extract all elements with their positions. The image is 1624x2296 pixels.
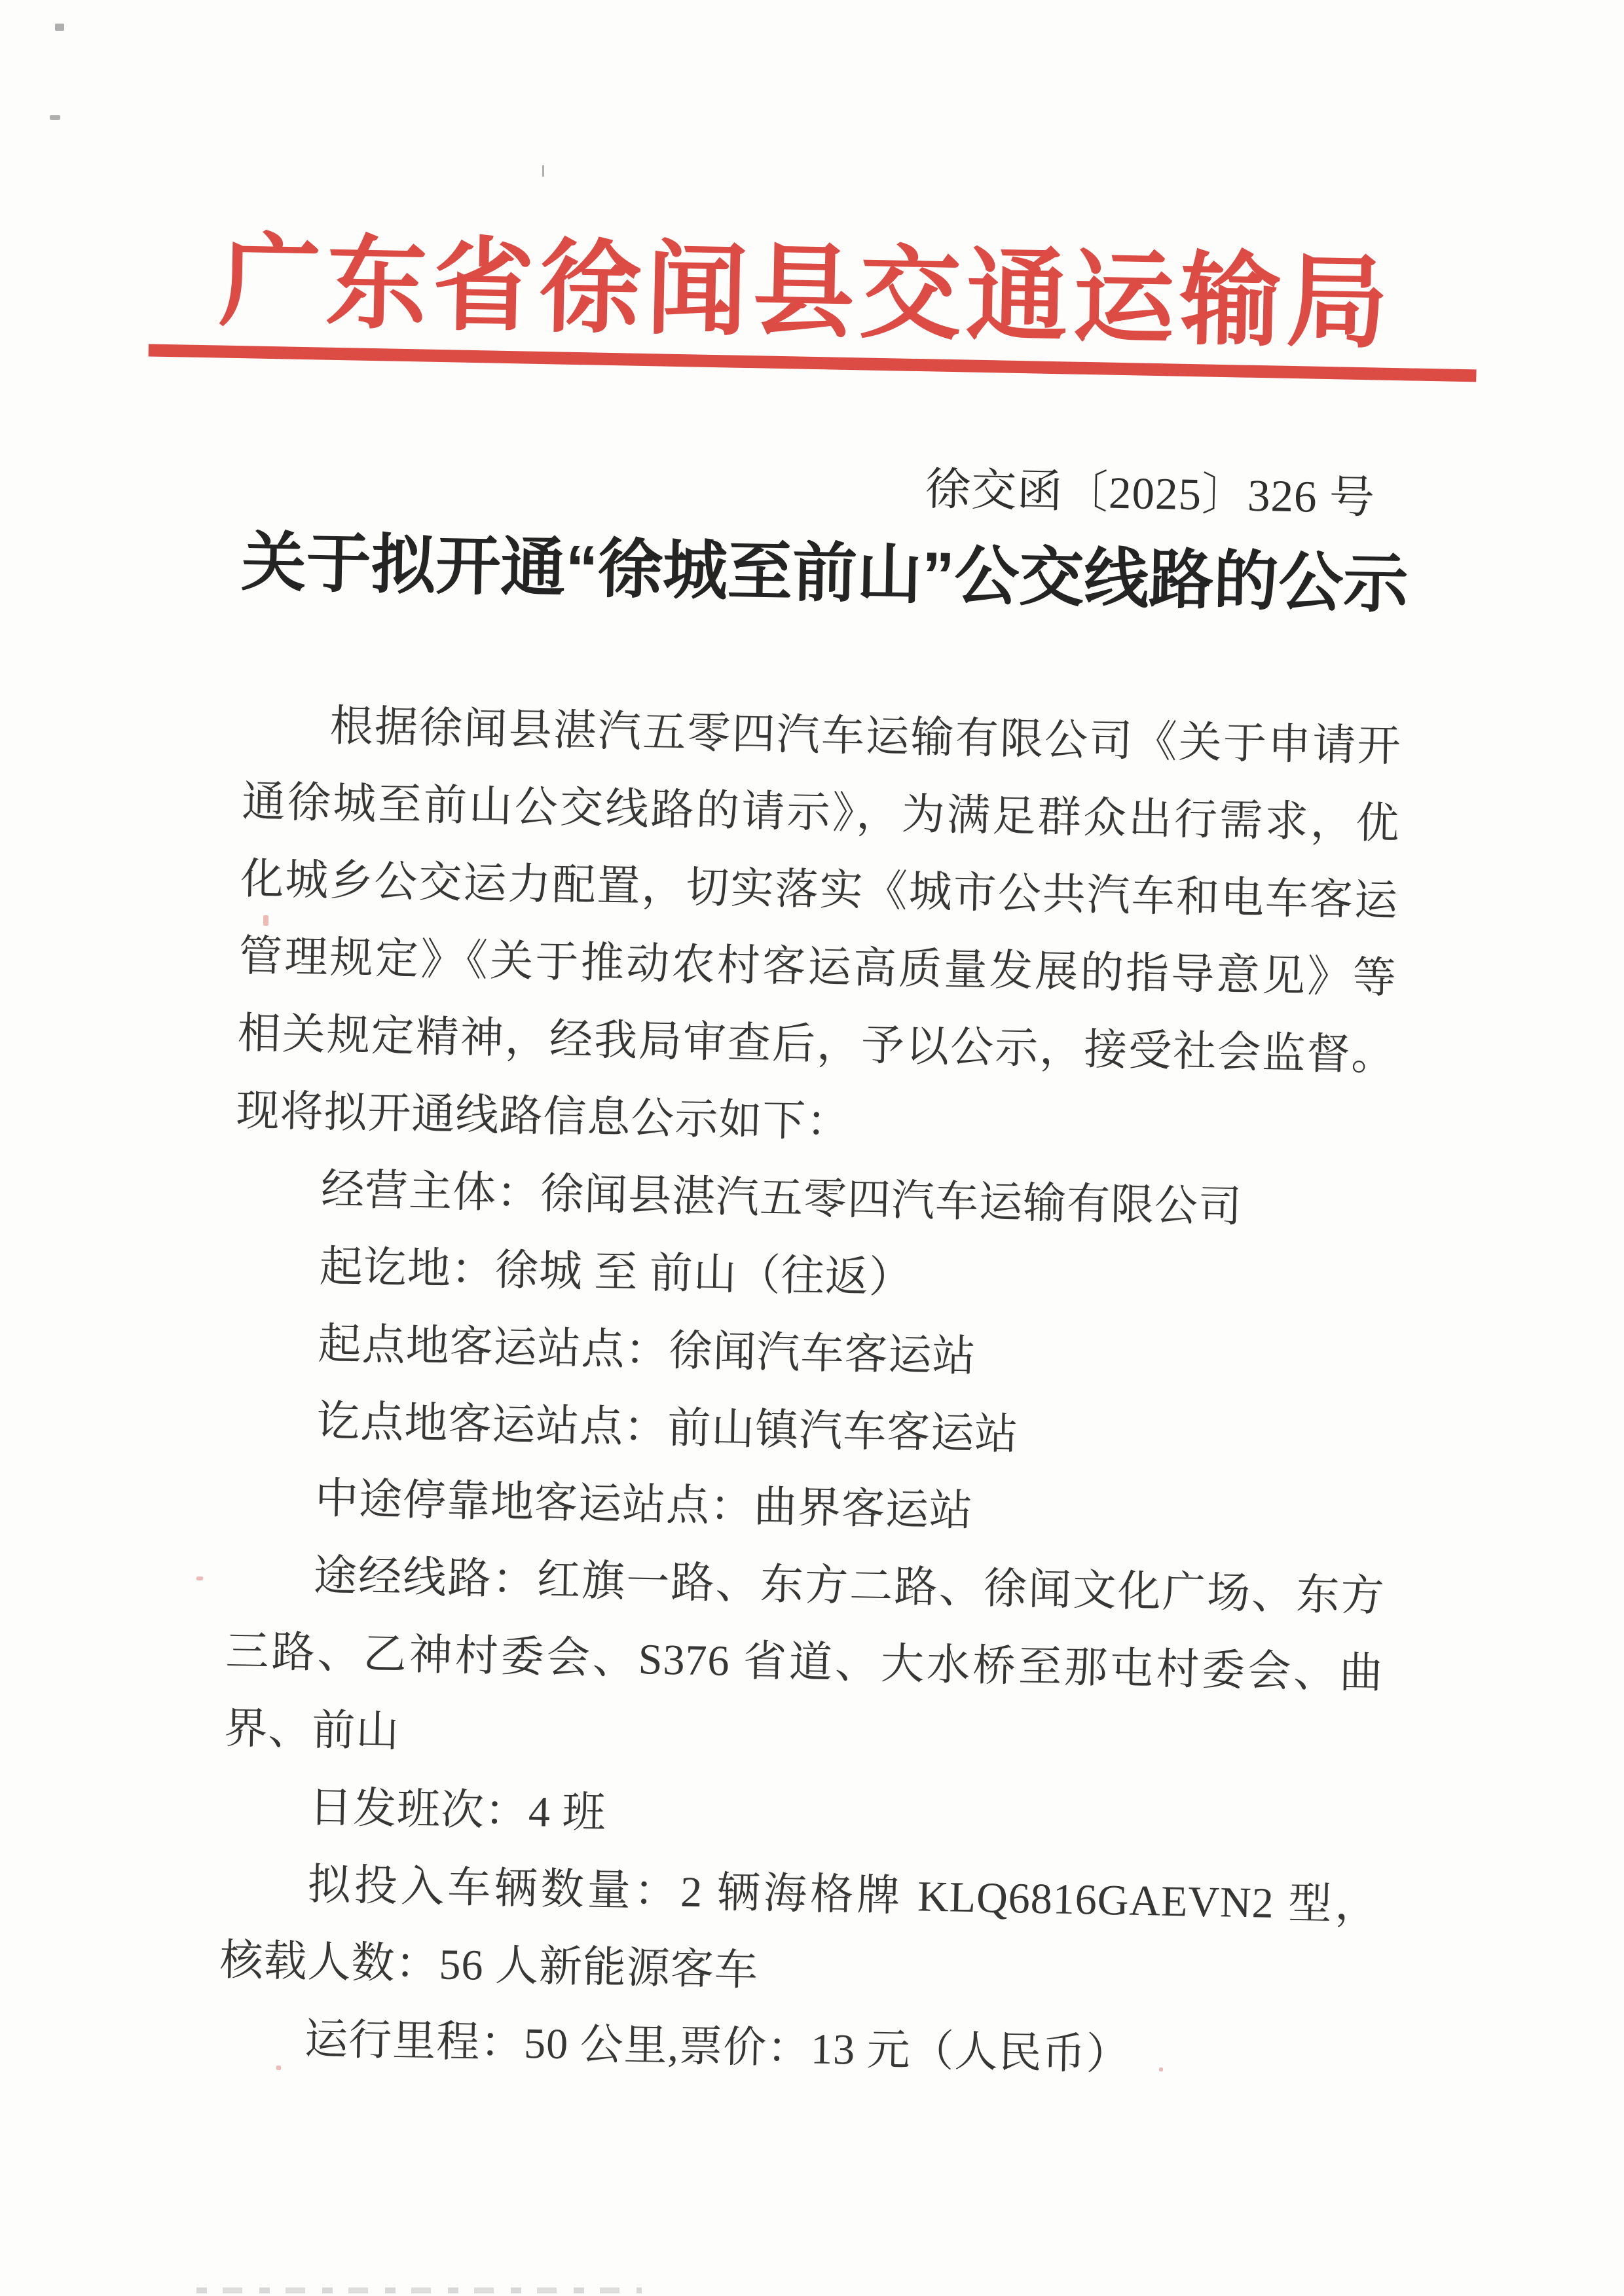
scan-speck (263, 915, 268, 926)
body-paragraph: 起讫地：徐城 至 前山（往返） (319, 1243, 913, 1303)
body-paragraph: 途经线路：红旗一路、东方二路、徐闻文化广场、东方三路、乙神村委会、S376 省道、大水桥至那屯村委会、曲界、前山 (223, 1552, 1386, 1757)
scan-speck (55, 24, 64, 31)
body-paragraph: 讫点地客运站点：前山镇汽车客运站 (316, 1397, 1019, 1459)
body-paragraph: 根据徐闻县湛汽五零四汽车运输有限公司《关于申请开通徐城至前山公交线路的请示》，为满足群众出行需求，优化城乡公交运力配置，切实落实《城市公共汽车和电车客运管理规定》《关于推动农村客运高质量发展的指导意见》等相关规定精神，经我局审查后，予以公示，接受社会监督。现将拟开通线路信息公示如下： (235, 702, 1402, 1147)
body-paragraph: 日发班次：4 班 (308, 1783, 607, 1838)
body-paragraph: 中途停靠地客运站点：曲界客运站 (314, 1474, 974, 1535)
cut-off-footer-text (196, 2287, 642, 2293)
document-title: 关于拟开通“徐城至前山”公交线路的公示 (240, 525, 1409, 621)
body-paragraph: 拟投入车辆数量：2 辆海格牌 KLQ6816GAEVN2 型，核载人数：56 人新能源客车 (219, 1861, 1380, 1995)
scan-speck (196, 1576, 203, 1580)
scan-speck (50, 115, 60, 120)
document-number: 徐交函〔2025〕326 号 (925, 464, 1376, 523)
body-paragraph: 经营主体：徐闻县湛汽五零四汽车运输有限公司 (320, 1165, 1243, 1231)
agency-letterhead: 广东省徐闻县交通运输局 (218, 225, 1395, 361)
scan-speck (276, 2066, 281, 2070)
scan-speck (542, 165, 544, 177)
scan-speck (1159, 2068, 1163, 2071)
body-paragraph: 起点地客运站点：徐闻汽车客运站 (317, 1320, 977, 1381)
body-paragraph: 运行里程：50 公里,票价：13 元（人民币） (304, 2015, 1131, 2079)
document-body (217, 686, 1401, 2099)
